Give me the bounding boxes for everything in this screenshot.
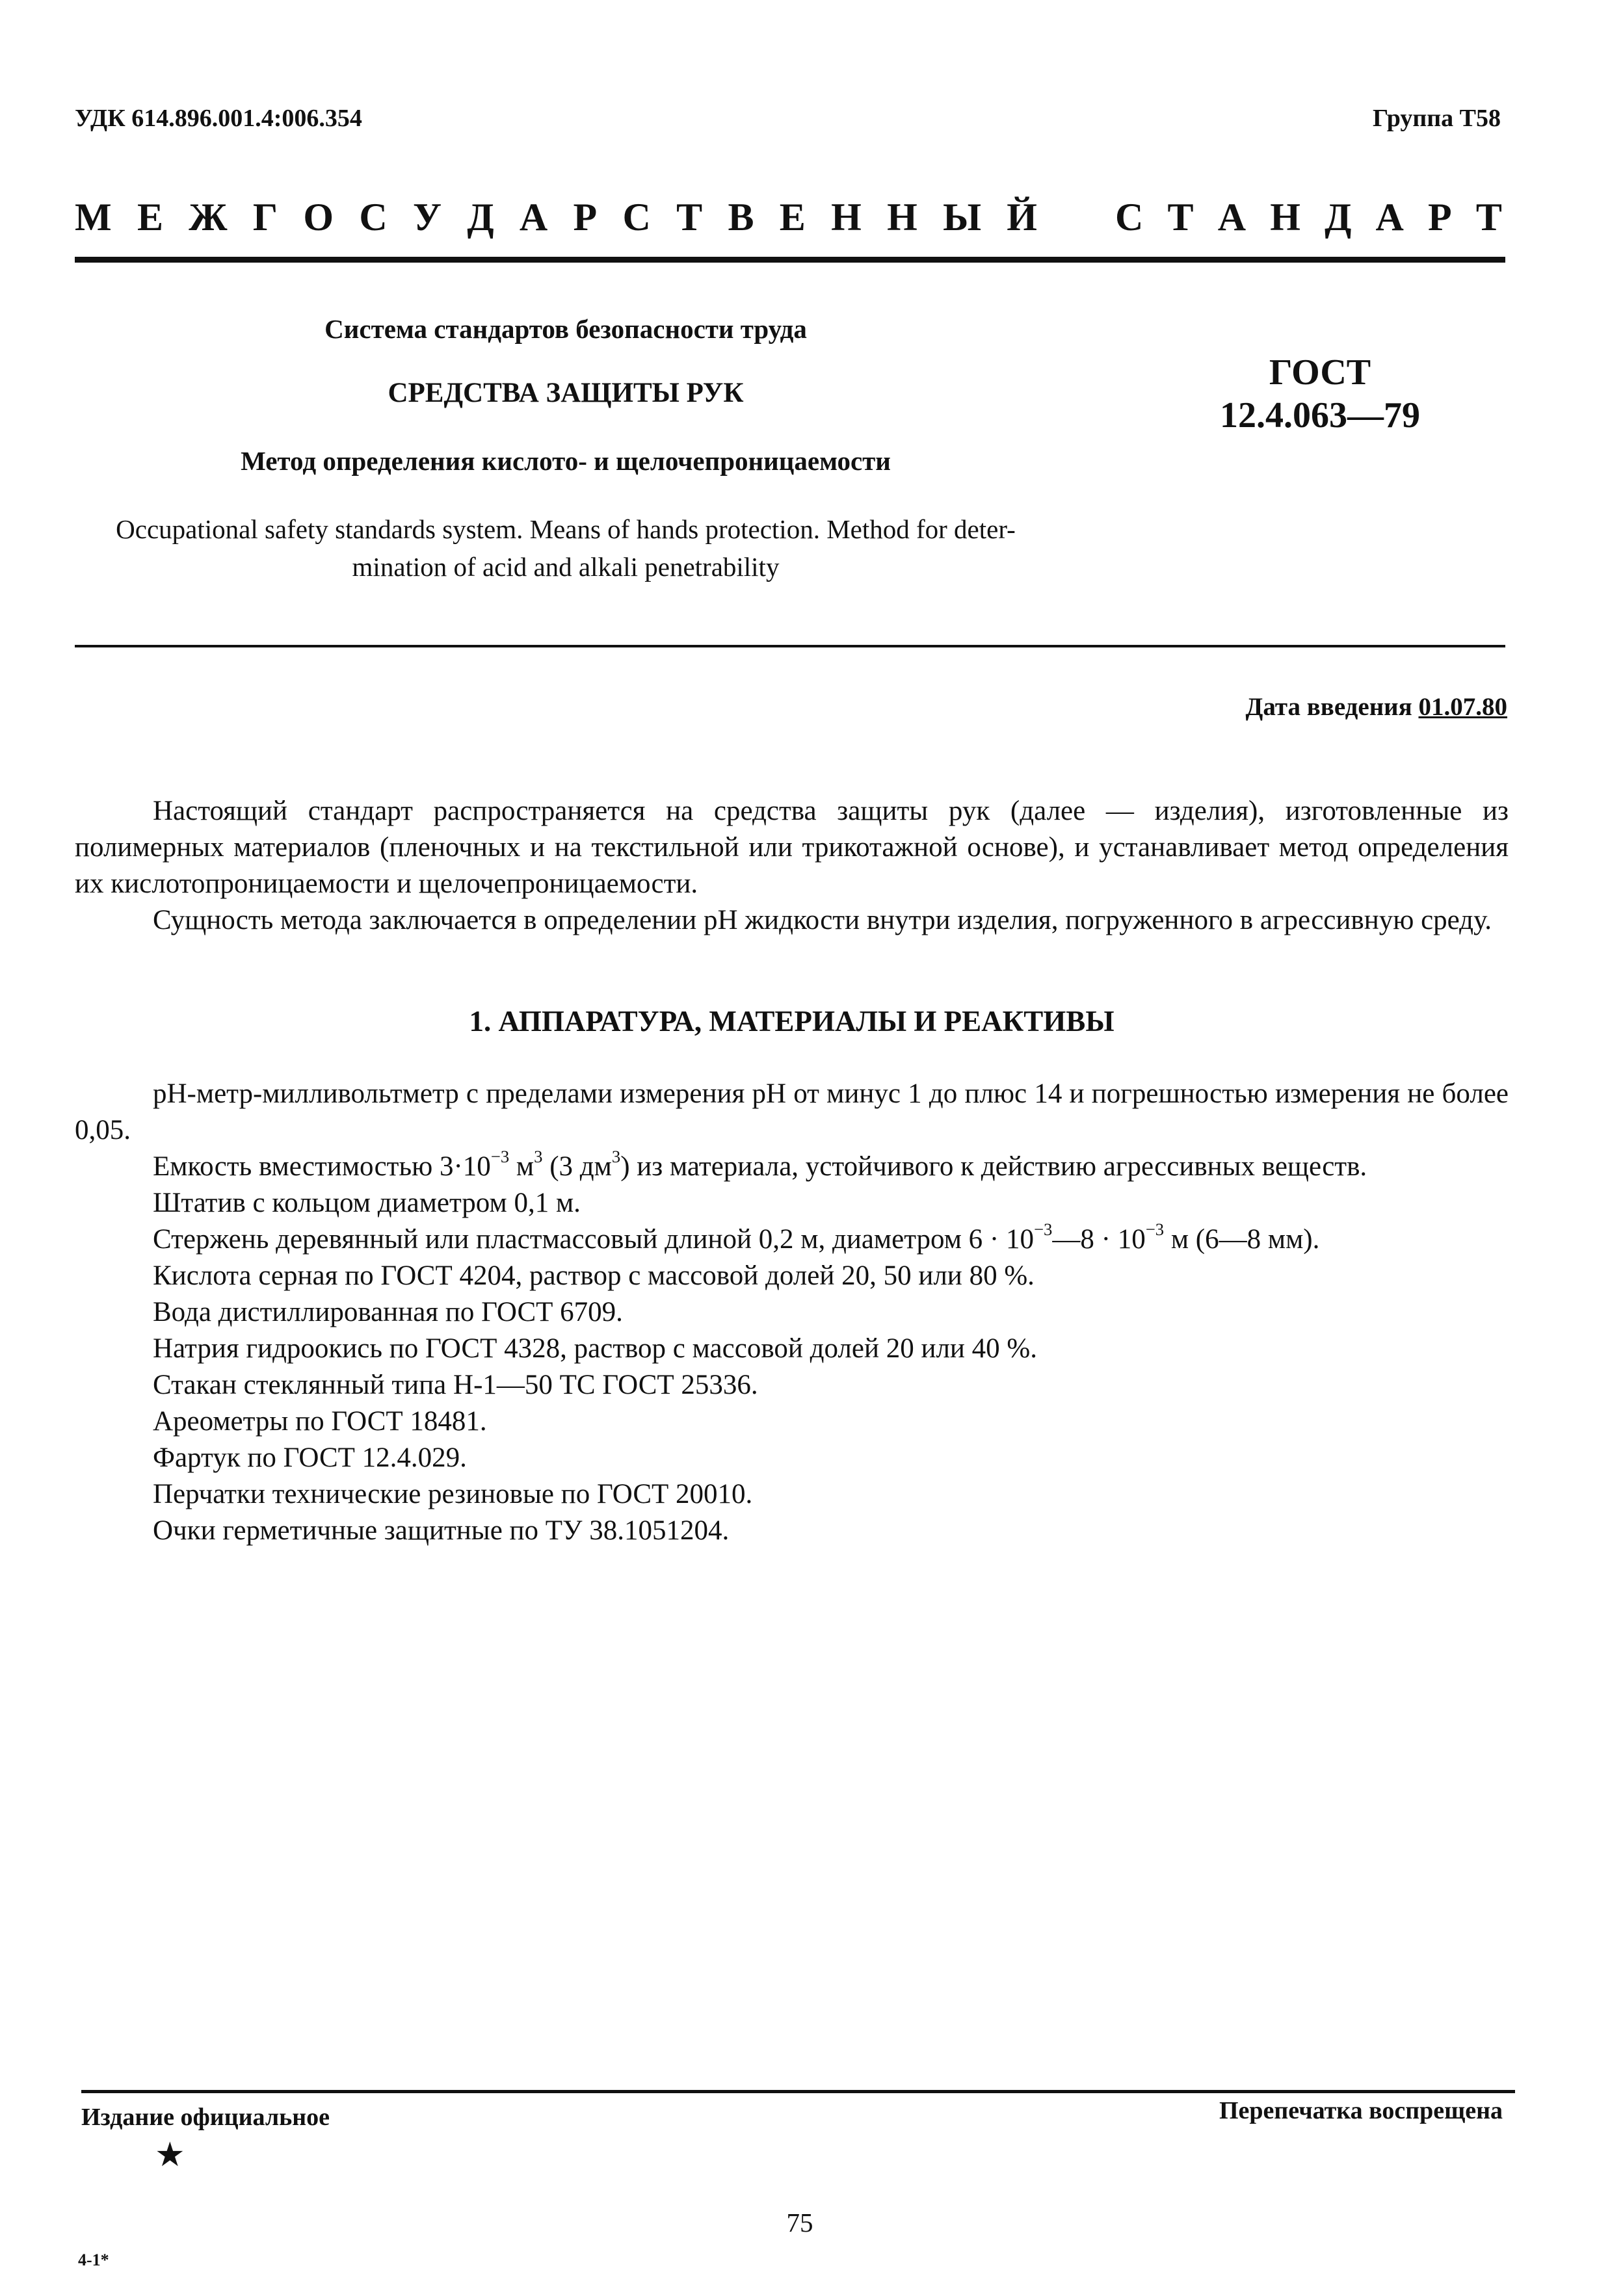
date-label: Дата введения <box>1245 693 1412 721</box>
list-item: Вода дистиллированная по ГОСТ 6709. <box>153 1297 623 1327</box>
list-item: Кислота серная по ГОСТ 4204, раствор с массовой долей 20, 50 или 80 %. <box>153 1260 1035 1291</box>
list-item: Штатив с кольцом диаметром 0,1 м. <box>153 1188 581 1218</box>
essence-paragraph: Сущность метода заключается в определении pH жидкости внутри изделия, погруженного в агрессивную среду. <box>153 905 1492 935</box>
heading-letter: Н <box>887 196 917 239</box>
heading-letter: М <box>75 196 112 239</box>
standards-system-title: Система стандартов безопасности труда <box>324 314 807 344</box>
heading-letter: Н <box>831 196 862 239</box>
heading-letter: С <box>359 196 388 239</box>
heading-letter: Е <box>779 196 806 239</box>
equipment-list <box>75 1076 1509 1549</box>
list-item: Стержень деревянный или пластмассовый длиной 0,2 м, диаметром $6 \cdot 10^{-3}—8 \cdot 10^{-3}$ м (6—8 мм). <box>153 1220 1320 1255</box>
scope-paragraph: Настоящий стандарт распространяется на средства защиты рук (далее — изделия), изготовленные из полимерных материалов (пленочных и на текстильной или трикотажной основе), и устанавливает метод определения их кислотопроницаемости и щелочепроницаемости. <box>75 796 1509 899</box>
group-code: Группа Т58 <box>1372 105 1501 132</box>
heading-letter: В <box>728 196 754 239</box>
english-title-line2: mination of acid and alkali penetrability <box>352 552 780 582</box>
heading-letter: Г <box>252 196 278 239</box>
heading-letter: Т <box>676 196 703 239</box>
list-item: Ареометры по ГОСТ 18481. <box>153 1406 487 1437</box>
list-item: Очки герметичные защитные по ТУ 38.1051204. <box>153 1515 730 1546</box>
title-rule <box>75 645 1505 647</box>
gost-number: 12.4.063—79 <box>1220 395 1420 436</box>
footer-rule <box>81 2090 1515 2093</box>
heading-letter: Д <box>467 196 494 239</box>
gost-label: ГОСТ <box>1269 352 1371 393</box>
list-item: pH-метр-милливольтметр с пределами измерения pH от минус 1 до плюс 14 и погрешностью измерения не более 0,05. <box>75 1078 1509 1145</box>
heading-letter: Н <box>1270 196 1300 239</box>
heading-letter: С <box>1115 196 1144 239</box>
english-title-line1: Occupational safety standards system. Means of hands protection. Method for deter- <box>116 514 1016 544</box>
heading-letter: Р <box>573 196 598 239</box>
english-title <box>85 510 1047 586</box>
official-edition-label: Издание официальное <box>81 2104 330 2131</box>
heading-letter: Ж <box>189 196 228 239</box>
section-1-heading: 1. АППАРАТУРА, МАТЕРИАЛЫ И РЕАКТИВЫ <box>469 1005 1115 1037</box>
date-value: 01.07.80 <box>1418 693 1507 721</box>
page-number: 75 <box>786 2208 813 2237</box>
heading-letter: Т <box>1475 196 1502 239</box>
method-title: Метод определения кислото- и щелочепроницаемости <box>241 446 891 476</box>
list-item: Фартук по ГОСТ 12.4.029. <box>153 1442 467 1473</box>
list-item: Стакан стеклянный типа Н-1—50 ТС ГОСТ 25336. <box>153 1370 758 1400</box>
product-title: СРЕДСТВА ЗАЩИТЫ РУК <box>388 378 744 408</box>
heading-letter: Ы <box>943 196 981 239</box>
introduction-date <box>1246 692 1507 722</box>
standard-word <box>1115 195 1502 240</box>
list-item: Перчатки технические резиновые по ГОСТ 20010. <box>153 1479 753 1509</box>
standard-type-heading <box>75 195 1502 240</box>
heading-letter: Е <box>137 196 163 239</box>
star-icon: ★ <box>155 2137 185 2174</box>
interstate-word <box>75 195 1037 240</box>
heading-letter: Т <box>1167 196 1194 239</box>
heading-letter: Р <box>1428 196 1452 239</box>
heading-letter: У <box>412 196 442 239</box>
udk-code: УДК 614.896.001.4:006.354 <box>75 105 362 132</box>
heading-letter: А <box>519 196 548 239</box>
list-item: Емкость вместимостью $3\cdot 10^{-3}$ $м^3$ (3 $дм^3$) из материала, устойчивого к действию агрессивных веществ. <box>153 1147 1367 1182</box>
heading-letter: О <box>303 196 334 239</box>
header-rule <box>75 257 1505 263</box>
list-item: Натрия гидроокись по ГОСТ 4328, раствор с массовой долей 20 или 40 %. <box>153 1333 1038 1364</box>
heading-letter: Д <box>1325 196 1352 239</box>
heading-letter: А <box>1217 196 1247 239</box>
heading-letter: Й <box>1007 196 1037 239</box>
heading-letter: А <box>1375 196 1404 239</box>
gost-designation <box>1177 351 1463 437</box>
print-signature: 4-1* <box>78 2250 109 2269</box>
heading-letter: С <box>622 196 651 239</box>
reprint-prohibited-label: Перепечатка воспрещена <box>1219 2097 1503 2124</box>
